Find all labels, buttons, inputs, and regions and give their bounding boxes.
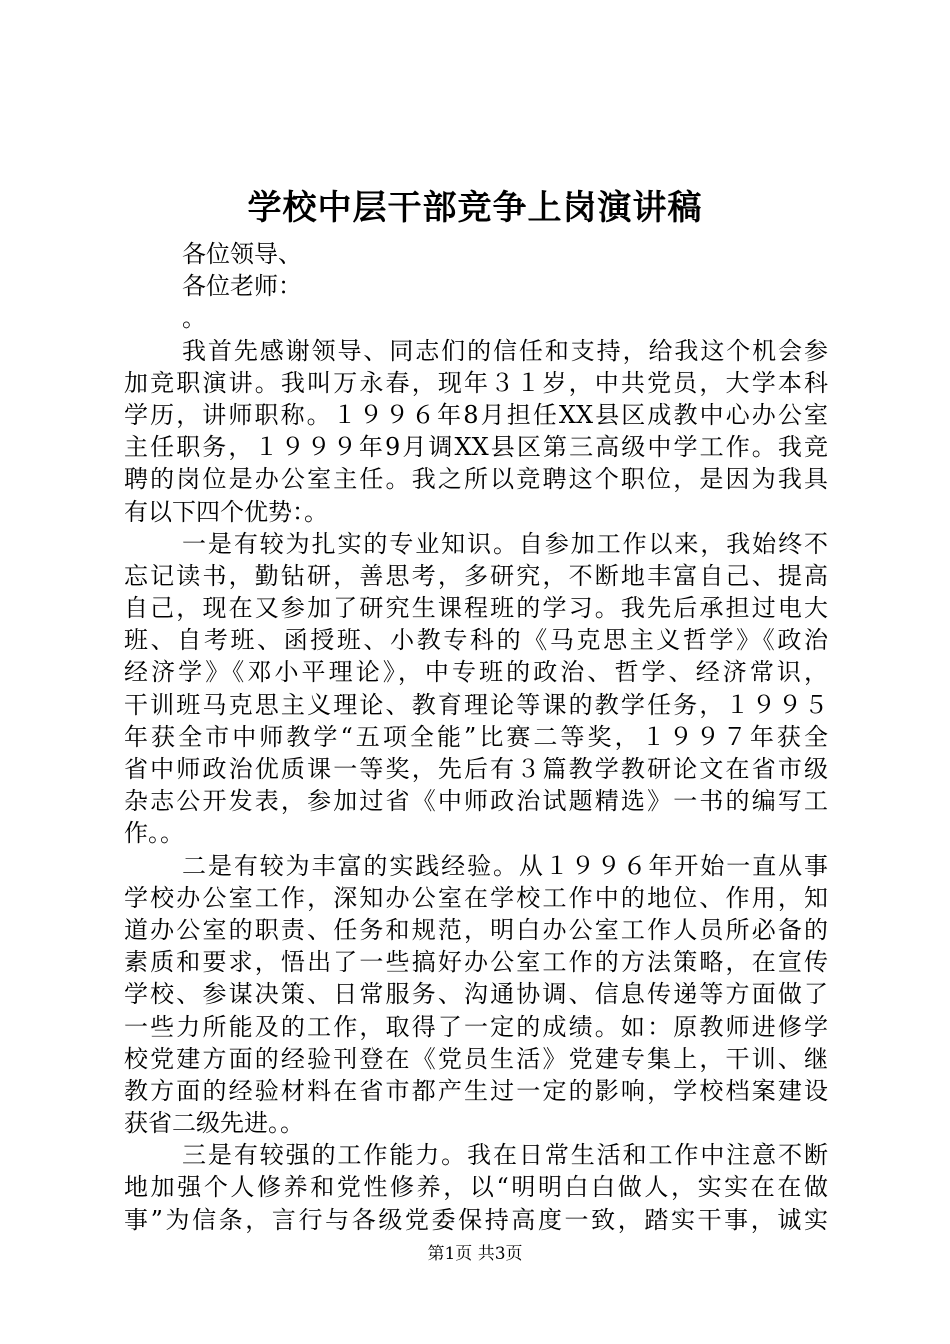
body-text-line: 学校办公室工作，深知办公室在学校工作中的地位、作用，知 [124, 883, 828, 912]
body-text-line: 一是有较为扎实的专业知识。自参加工作以来，我始终不 [182, 529, 828, 558]
body-text-line: 有以下四个优势：。 [124, 497, 328, 526]
body-text-line: 干训班马克思主义理论、教育理论等课的教学任务，１９９５ [124, 690, 828, 719]
body-text-line: 二是有较为丰富的实践经验。从１９９６年开始一直从事 [182, 851, 828, 880]
body-text-line: 三是有较强的工作能力。我在日常生活和工作中注意不断 [182, 1141, 828, 1170]
body-text-line: 各位老师： [182, 272, 302, 301]
body-text-line: 自己，现在又参加了研究生课程班的学习。我先后承担过电大 [124, 594, 828, 623]
body-text-line: 学历，讲师职称。１９９６年8月担任XX县区成教中心办公室 [124, 400, 828, 429]
page-footer: 第1页 共3页 [427, 1244, 523, 1264]
body-text-line: 作。。 [124, 819, 184, 848]
body-text-line: 班、自考班、函授班、小教专科的《马克思主义哲学》《政治 [124, 626, 828, 655]
body-text-line: 地加强个人修养和党性修养，以“明明白白做人，实实在在做 [124, 1173, 828, 1202]
body-text-line: 主任职务，１９９９年9月调XX县区第三高级中学工作。我竞 [124, 433, 828, 462]
body-text-line: 获省二级先进。。 [124, 1109, 304, 1138]
body-text-line: 经济学》《邓小平理论》，中专班的政治、哲学、经济常识， [124, 658, 828, 687]
body-text-line: 一些力所能及的工作，取得了一定的成绩。如：原教师进修学 [124, 1012, 828, 1041]
body-text-line: 事”为信条，言行与各级党委保持高度一致，踏实干事，诚实 [124, 1205, 828, 1234]
body-text-line: 教方面的经验材料在省市都产生过一定的影响，学校档案建设 [124, 1076, 828, 1105]
body-text-line: 忘记读书，勤钻研，善思考，多研究，不断地丰富自己、提高 [124, 561, 828, 590]
body-text-line: 学校、参谋决策、日常服务、沟通协调、信息传递等方面做了 [124, 980, 828, 1009]
body-text-line: 道办公室的职责、任务和规范，明白办公室工作人员所必备的 [124, 915, 828, 944]
body-text-line: 校党建方面的经验刊登在《党员生活》党建专集上，干训、继 [124, 1044, 828, 1073]
body-text-line: 素质和要求，悟出了一些搞好办公室工作的方法策略，在宣传 [124, 948, 828, 977]
body-text-line: 各位领导、 [182, 240, 302, 268]
body-text-line: 省中师政治优质课一等奖，先后有３篇教学教研论文在省市级 [124, 755, 828, 783]
document-title: 学校中层干部竞争上岗演讲稿 [247, 188, 703, 228]
body-text-line: 杂志公开发表，参加过省《中师政治试题精选》一书的编写工 [124, 787, 828, 816]
body-text-line: 。 [182, 304, 206, 333]
body-text-line: 我首先感谢领导、同志们的信任和支持，给我这个机会参 [182, 336, 828, 365]
body-text-line: 聘的岗位是办公室主任。我之所以竞聘这个职位，是因为我具 [124, 465, 828, 494]
body-text-line: 加竞职演讲。我叫万永春，现年３１岁，中共党员，大学本科 [124, 368, 828, 397]
document-body [124, 238, 828, 1236]
body-text-line: 年获全市中师教学“五项全能”比赛二等奖，１９９７年获全 [124, 722, 828, 751]
